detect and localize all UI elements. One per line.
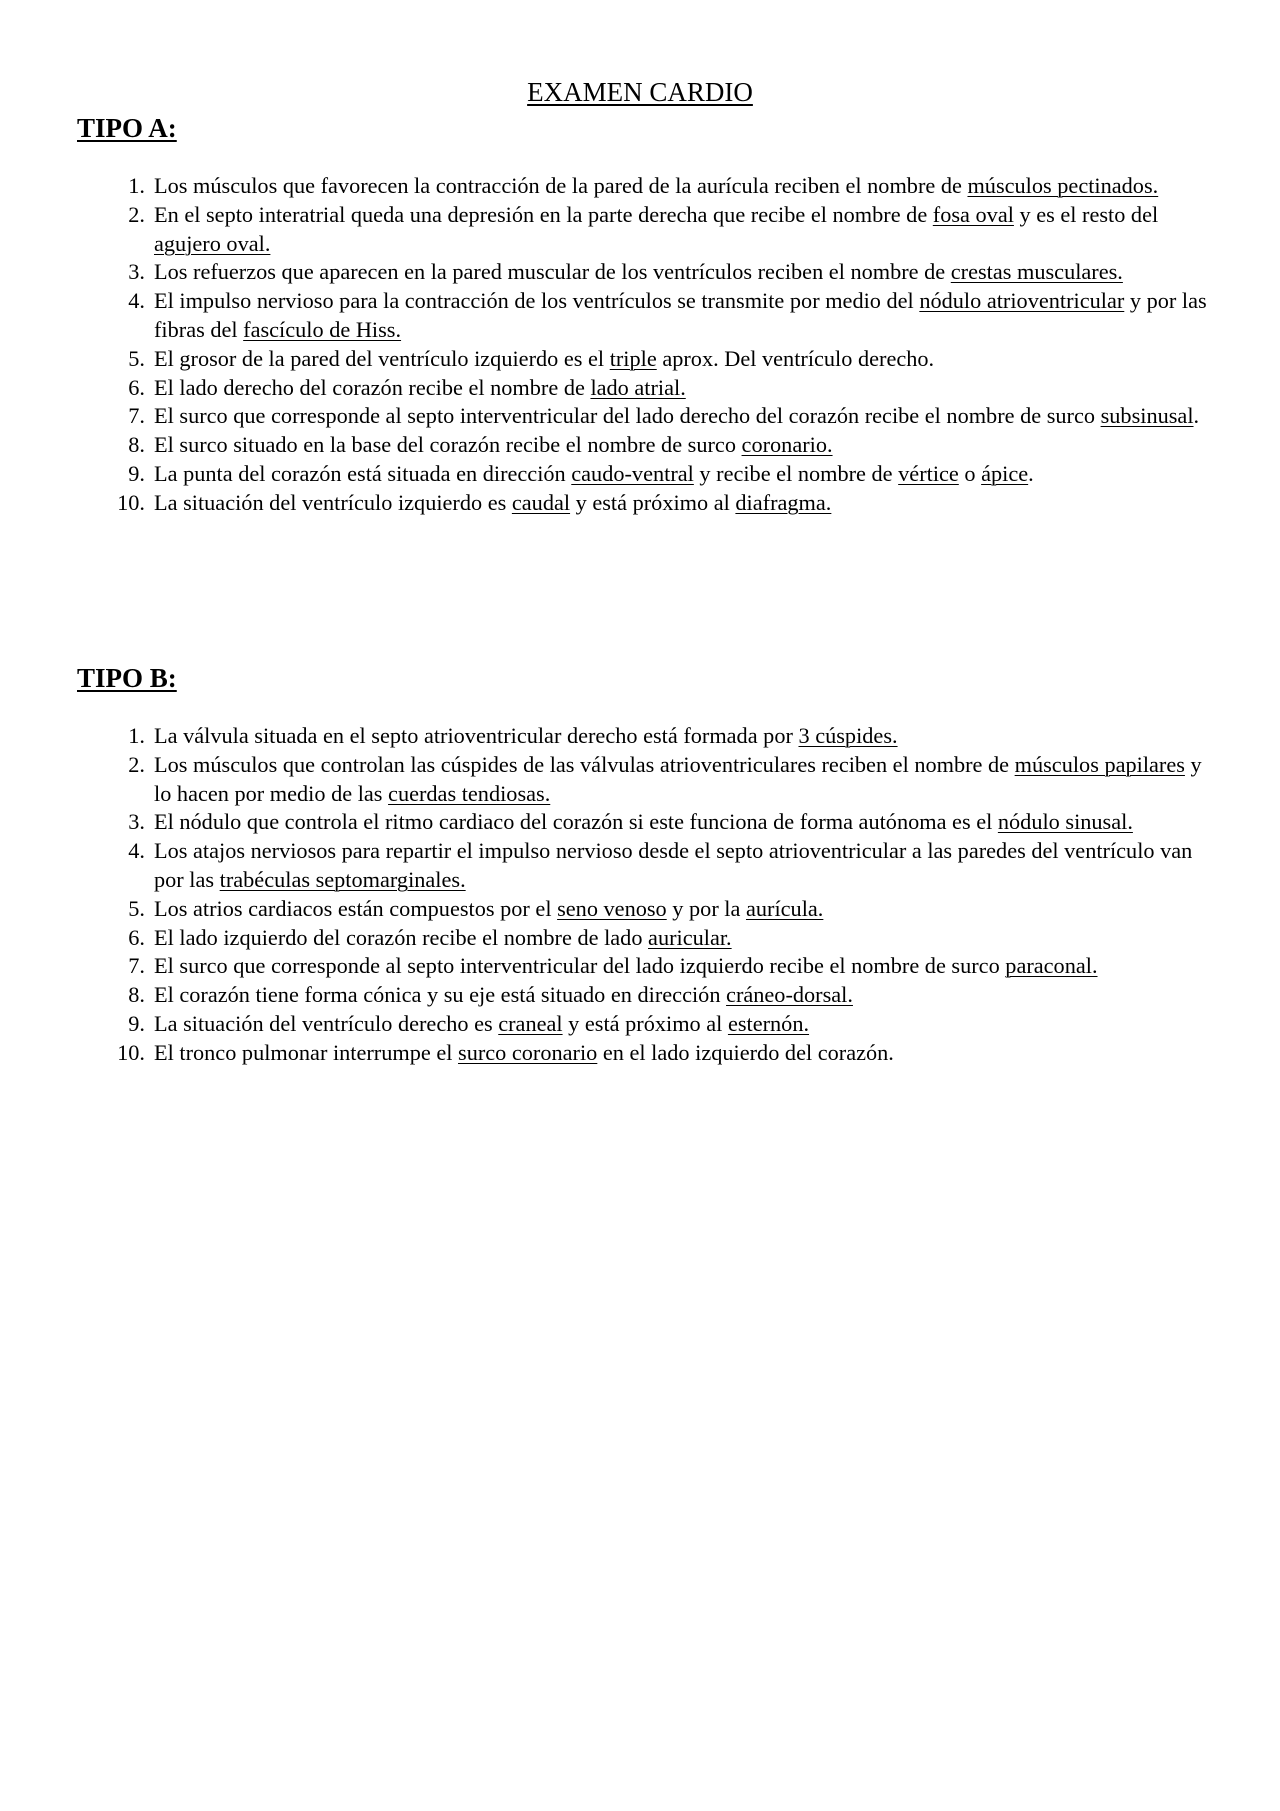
question-list-tipo-a bbox=[0, 172, 1280, 518]
answer-text: trabéculas septomarginales. bbox=[219, 866, 466, 892]
answer-text: paraconal. bbox=[1005, 953, 1098, 979]
question-item bbox=[0, 345, 1280, 374]
answer-text: músculos pectinados. bbox=[967, 173, 1159, 198]
question-item bbox=[0, 287, 1280, 345]
question-number: 2. bbox=[128, 201, 145, 227]
answer-text: nódulo atrioventricular bbox=[919, 288, 1125, 314]
question-text: El impulso nervioso para la contracción de los ventrículos se transmite por medio del bbox=[154, 288, 920, 314]
question-number: 1. bbox=[128, 723, 145, 748]
question-list-tipo-b bbox=[0, 722, 1280, 1068]
question-text: Los músculos que controlan las cúspides de las válvulas atrioventriculares reciben el nombre de bbox=[154, 751, 1015, 777]
question-text: Los atrios cardiacos están compuestos por el bbox=[154, 895, 558, 921]
answer-text: vértice bbox=[898, 460, 959, 486]
question-text: El surco que corresponde al septo interventricular del lado derecho del corazón recibe el nombre de surco bbox=[154, 403, 1101, 429]
question-text: y lo hacen por medio de las bbox=[154, 751, 1202, 806]
question-text: El nódulo que controla el ritmo cardiaco del corazón si este funciona de forma autónoma es el bbox=[154, 809, 998, 835]
answer-text: cráneo-dorsal. bbox=[726, 982, 853, 1008]
answer-text: coronario. bbox=[741, 432, 833, 458]
question-number: 10. bbox=[117, 1039, 145, 1065]
question-number: 5. bbox=[128, 895, 145, 921]
question-item bbox=[0, 722, 1280, 751]
question-number: 9. bbox=[128, 1010, 145, 1036]
section-heading-tipo-b: TIPO B: bbox=[77, 663, 177, 693]
answer-text: fascículo de Hiss. bbox=[243, 316, 402, 342]
question-text: En el septo interatrial queda una depresión en la parte derecha que recibe el nombre de bbox=[154, 201, 933, 227]
question-text: El surco que corresponde al septo interventricular del lado izquierdo recibe el nombre de surco bbox=[154, 953, 1006, 979]
question-item bbox=[0, 431, 1280, 460]
question-number: 3. bbox=[128, 259, 145, 285]
question-text: y por la bbox=[666, 895, 746, 921]
question-number: 7. bbox=[128, 403, 145, 429]
question-text: La situación del ventrículo izquierdo es bbox=[154, 489, 512, 515]
answer-text: ápice bbox=[981, 460, 1029, 486]
question-number: 4. bbox=[128, 838, 145, 864]
question-text: aprox. Del ventrículo derecho. bbox=[656, 345, 935, 371]
question-item bbox=[0, 1039, 1280, 1068]
answer-text: fosa oval bbox=[932, 201, 1014, 227]
question-text: El lado derecho del corazón recibe el nombre de bbox=[154, 374, 591, 400]
question-item bbox=[0, 808, 1280, 837]
answer-text: subsinusal bbox=[1100, 403, 1194, 429]
answer-text: esternón. bbox=[727, 1010, 810, 1036]
question-text: La situación del ventrículo derecho es bbox=[154, 1010, 499, 1036]
question-number: 5. bbox=[128, 345, 145, 371]
question-item bbox=[0, 460, 1280, 489]
answer-text: 3 cúspides. bbox=[798, 723, 898, 748]
question-number: 10. bbox=[117, 489, 145, 515]
question-text: El corazón tiene forma cónica y su eje está situado en dirección bbox=[154, 982, 727, 1008]
question-text: en el lado izquierdo del corazón. bbox=[597, 1039, 894, 1065]
question-text: . bbox=[1193, 403, 1200, 429]
question-item bbox=[0, 201, 1280, 259]
question-text: El lado izquierdo del corazón recibe el nombre de lado bbox=[154, 924, 649, 950]
question-text: La punta del corazón está situada en dirección bbox=[154, 460, 572, 486]
question-text: y recibe el nombre de bbox=[693, 460, 899, 486]
question-item bbox=[0, 1010, 1280, 1039]
question-number: 7. bbox=[128, 953, 145, 979]
document-title: EXAMEN CARDIO bbox=[527, 77, 753, 107]
question-number: 4. bbox=[128, 288, 145, 314]
answer-text: auricular. bbox=[648, 924, 732, 950]
question-text: y está próximo al bbox=[562, 1010, 728, 1036]
answer-text: aurícula. bbox=[745, 895, 824, 921]
answer-text: surco coronario bbox=[458, 1039, 598, 1065]
question-number: 3. bbox=[128, 809, 145, 835]
question-item bbox=[0, 981, 1280, 1010]
question-item bbox=[0, 172, 1280, 201]
answer-text: seno venoso bbox=[557, 895, 667, 921]
section-heading-tipo-a: TIPO A: bbox=[77, 113, 177, 143]
question-number: 9. bbox=[128, 460, 145, 486]
question-item bbox=[0, 258, 1280, 287]
question-item bbox=[0, 489, 1280, 518]
question-number: 8. bbox=[128, 982, 145, 1008]
answer-text: crestas musculares. bbox=[950, 259, 1123, 285]
question-text: . bbox=[1028, 460, 1034, 486]
answer-text: cuerdas tendiosas. bbox=[388, 780, 551, 806]
question-item bbox=[0, 374, 1280, 403]
question-number: 2. bbox=[128, 751, 145, 777]
question-text: Los refuerzos que aparecen en la pared muscular de los ventrículos reciben el nombre de bbox=[154, 259, 951, 285]
question-text: El grosor de la pared del ventrículo izquierdo es el bbox=[154, 345, 610, 371]
answer-text: caudo-ventral bbox=[571, 460, 694, 486]
answer-text: lado atrial. bbox=[590, 374, 686, 400]
question-text: y por las fibras del bbox=[154, 288, 1207, 342]
question-text: El surco situado en la base del corazón recibe el nombre de surco bbox=[154, 432, 742, 458]
question-item bbox=[0, 895, 1280, 924]
answer-text: músculos papilares bbox=[1014, 751, 1185, 777]
question-number: 8. bbox=[128, 432, 145, 458]
question-item bbox=[0, 924, 1280, 953]
question-text: y está próximo al bbox=[570, 489, 736, 515]
answer-text: agujero oval. bbox=[154, 230, 271, 256]
question-item bbox=[0, 952, 1280, 981]
answer-text: caudal bbox=[511, 489, 571, 515]
question-item bbox=[0, 751, 1280, 809]
question-text: Los músculos que favorecen la contracción de la pared de la aurícula reciben el nombre de bbox=[154, 173, 968, 198]
question-item bbox=[0, 837, 1280, 895]
question-text: o bbox=[958, 460, 982, 486]
question-text: y es el resto del bbox=[1013, 201, 1159, 227]
question-number: 1. bbox=[128, 173, 145, 198]
question-text: El tronco pulmonar interrumpe el bbox=[154, 1039, 459, 1065]
answer-text: craneal bbox=[498, 1010, 563, 1036]
answer-text: triple bbox=[609, 345, 657, 371]
question-text: Los atajos nerviosos para repartir el impulso nervioso desde el septo atrioventricular a las paredes del ventrículo van por las bbox=[154, 838, 1193, 892]
question-text: La válvula situada en el septo atrioventricular derecho está formada por bbox=[154, 723, 799, 748]
question-item bbox=[0, 402, 1280, 431]
question-number: 6. bbox=[128, 924, 145, 950]
question-number: 6. bbox=[128, 374, 145, 400]
answer-text: diafragma. bbox=[735, 489, 832, 515]
answer-text: nódulo sinusal. bbox=[997, 809, 1133, 835]
